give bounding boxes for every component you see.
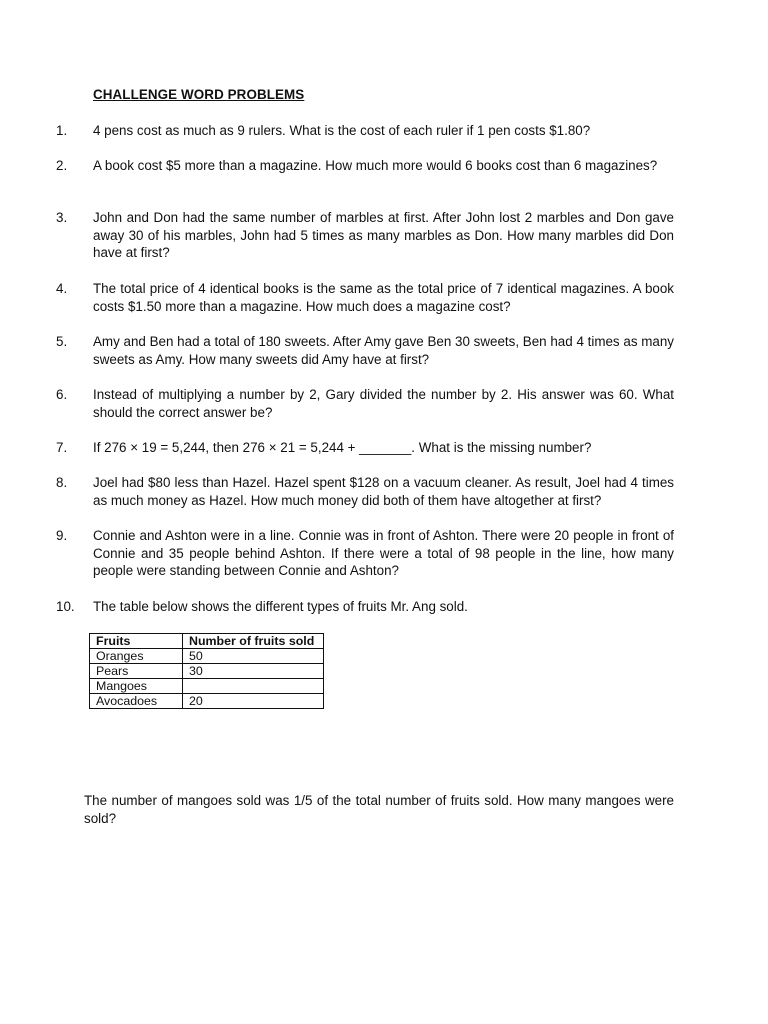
table-cell: Oranges (90, 649, 183, 664)
problem-7 (56, 439, 674, 457)
problem-4 (56, 280, 674, 315)
problem-number: 1. (56, 123, 68, 138)
problem-number: 3. (56, 210, 68, 225)
problem-text: 4 pens cost as much as 9 rulers. What is the cost of each ruler if 1 pen costs $1.80? (93, 123, 591, 138)
problem-text: John and Don had the same number of marbles at first. After John lost 2 marbles and Don gave away 30 of his marbles, John had 5 times as many marbles as Don. How many marbles did Don have at first? (93, 210, 674, 260)
problem-1 (56, 122, 674, 140)
table-cell: Mangoes (90, 679, 183, 694)
table-cell: 30 (183, 664, 324, 679)
problem-text: The total price of 4 identical books is the same as the total price of 7 identical magazines. A book costs $1.50 more than a magazine. How much does a magazine cost? (93, 281, 674, 314)
table-header-cell: Number of fruits sold (183, 634, 324, 649)
problem-number: 7. (56, 440, 68, 455)
problem-text: Instead of multiplying a number by 2, Gary divided the number by 2. His answer was 60. What should the correct answer be? (93, 387, 674, 420)
table-header-cell: Fruits (90, 634, 183, 649)
table-cell: 20 (183, 694, 324, 709)
problem-number: 10. (56, 599, 75, 614)
fruit-table-container (89, 633, 324, 709)
table-cell (183, 679, 324, 694)
problem-text: Amy and Ben had a total of 180 sweets. After Amy gave Ben 30 sweets, Ben had 4 times as many sweets as Amy. How many sweets did Amy have at first? (93, 334, 674, 367)
problem-text: Joel had $80 less than Hazel. Hazel spent $128 on a vacuum cleaner. As result, Joel had 4 times as much money as Hazel. How much money did both of them have altogether at first? (93, 475, 674, 508)
problem-text: A book cost $5 more than a magazine. How much more would 6 books cost than 6 magazines? (93, 158, 658, 173)
problem-number: 2. (56, 158, 68, 173)
problem-2 (56, 157, 674, 175)
table-header-row (90, 634, 324, 649)
problem-text: Connie and Ashton were in a line. Connie was in front of Ashton. There were 20 people in front of Connie and 35 people behind Ashton. If there were a total of 98 people in the line, how many people were standing between Connie and Ashton? (93, 528, 674, 578)
problem-number: 6. (56, 387, 68, 402)
follow-up-question: The number of mangoes sold was 1/5 of the total number of fruits sold. How many mangoes were sold? (84, 793, 674, 826)
fruit-table (89, 633, 324, 709)
table-row (90, 679, 324, 694)
table-cell: 50 (183, 649, 324, 664)
table-cell: Pears (90, 664, 183, 679)
page-title: CHALLENGE WORD PROBLEMS (93, 87, 305, 102)
problem-6 (56, 386, 674, 421)
problem-9 (56, 527, 674, 580)
problem-8 (56, 474, 674, 509)
problem-number: 8. (56, 475, 68, 490)
problem-text: The table below shows the different types of fruits Mr. Ang sold. (93, 599, 468, 614)
problem-number: 4. (56, 281, 68, 296)
problem-text: If 276 × 19 = 5,244, then 276 × 21 = 5,244 + _______. What is the missing number? (93, 440, 592, 455)
table-row (90, 664, 324, 679)
problem-3 (56, 209, 674, 262)
problem-number: 5. (56, 334, 68, 349)
problem-5 (56, 333, 674, 368)
table-cell: Avocadoes (90, 694, 183, 709)
table-row (90, 649, 324, 664)
problem-10 (56, 598, 674, 616)
problem-number: 9. (56, 528, 68, 543)
table-row (90, 694, 324, 709)
